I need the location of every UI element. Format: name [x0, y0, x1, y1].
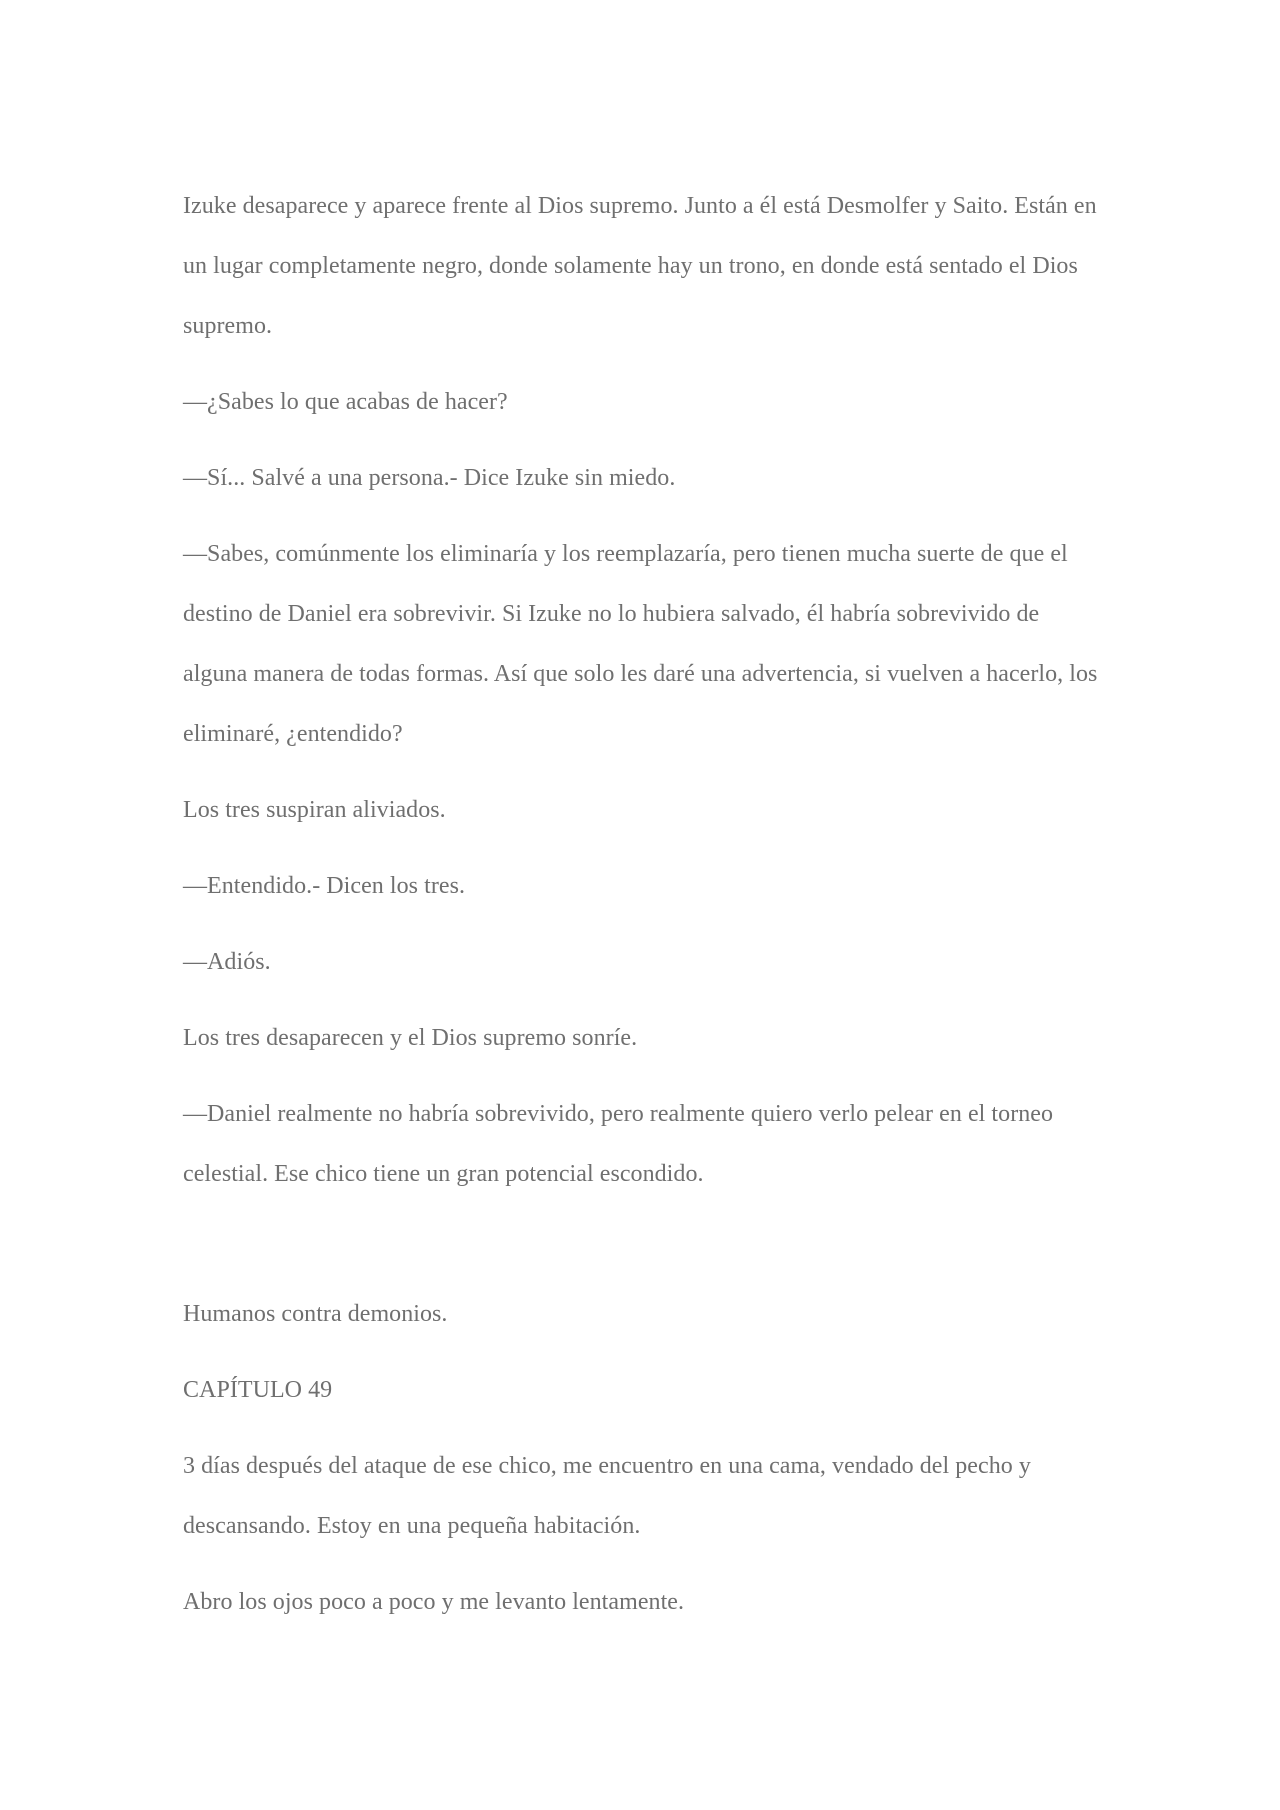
section-spacer	[183, 1220, 1103, 1284]
dialogue-line: —Adiós.	[183, 949, 271, 975]
dialogue-line: —Entendido.- Dicen los tres.	[183, 873, 466, 899]
dialogue-line: —Sabes, comúnmente los eliminaría y los reemplazaría, pero tienen mucha suerte de que el destino de Daniel era sobrevivir. Si Izuke no lo hubiera salvado, él habría sobrevivido de alguna manera de todas formas. Así que solo les daré una advertencia, si vuelven a hacerlo, los eliminaré, ¿entendido?	[183, 541, 1098, 747]
paragraph: Izuke desaparece y aparece frente al Dios supremo. Junto a él está Desmolfer y Saito. Están en un lugar completamente negro, donde solamente hay un trono, en donde está sentado el Dios supremo.	[183, 193, 1097, 339]
paragraph: Abro los ojos poco a poco y me levanto lentamente.	[183, 1589, 685, 1615]
dialogue-line: —Sí... Salvé a una persona.- Dice Izuke sin miedo.	[183, 465, 676, 491]
paragraph: Los tres desaparecen y el Dios supremo sonríe.	[183, 1025, 638, 1051]
chapter-title: Humanos contra demonios.	[183, 1301, 448, 1327]
paragraph: 3 días después del ataque de ese chico, me encuentro en una cama, vendado del pecho y descansando. Estoy en una pequeña habitación.	[183, 1453, 1031, 1539]
chapter-number: CAPÍTULO 49	[183, 1377, 333, 1403]
document-body	[183, 176, 1103, 1648]
paragraph: Los tres suspiran aliviados.	[183, 797, 446, 823]
dialogue-line: —¿Sabes lo que acabas de hacer?	[183, 389, 508, 415]
dialogue-line: —Daniel realmente no habría sobrevivido, pero realmente quiero verlo pelear en el torneo celestial. Ese chico tiene un gran potencial escondido.	[183, 1101, 1054, 1187]
